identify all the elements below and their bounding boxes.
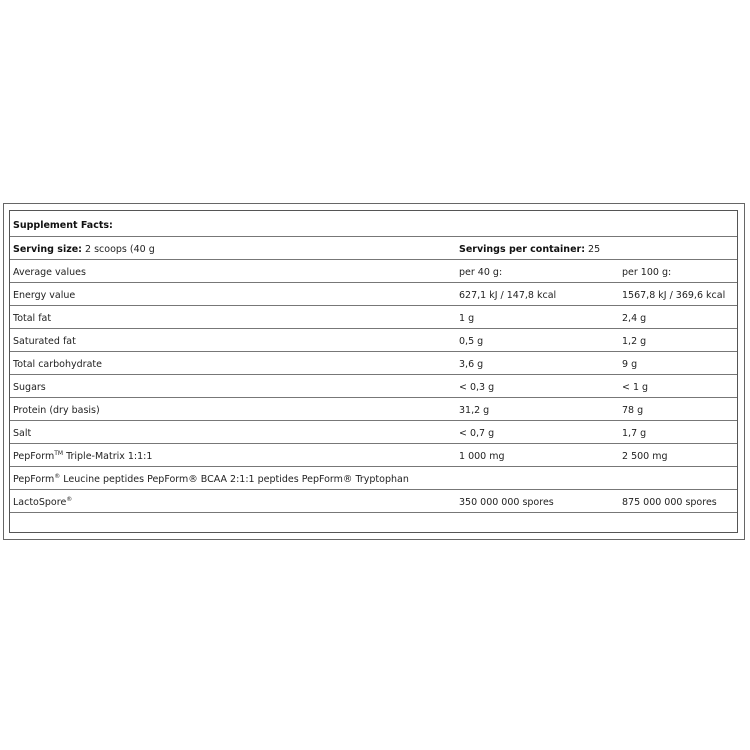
table-row [10, 398, 737, 421]
per-100g-value: 875 000 000 spores [622, 497, 717, 508]
nutrient-name: Total fat [13, 313, 52, 324]
per-serving-value: 0,5 g [459, 336, 484, 347]
servings-per-container: Servings per container: 25 [459, 244, 601, 255]
lactospore-name: LactoSpore® [13, 495, 73, 508]
header-per-serving: per 40 g: [459, 267, 503, 278]
table-row [10, 421, 737, 444]
table-row [10, 306, 737, 329]
per-100g-value: 9 g [622, 359, 638, 370]
per-100g-value: 2,4 g [622, 313, 647, 324]
header-row [10, 260, 737, 283]
panel-title: Supplement Facts: [13, 220, 113, 231]
lactospore-row [10, 490, 737, 513]
pepform-name: PepForm™ Triple-Matrix 1:1:1 [13, 449, 153, 462]
per-100g-value: 78 g [622, 405, 644, 416]
header-per-100g: per 100 g: [622, 267, 672, 278]
pepform-row [10, 444, 737, 467]
nutrient-name: Saturated fat [13, 336, 76, 347]
per-serving-value: 1 g [459, 313, 475, 324]
per-serving-value: 350 000 000 spores [459, 497, 554, 508]
serving-size: Serving size: 2 scoops (40 g [13, 244, 155, 255]
table-row [10, 283, 737, 306]
per-serving-value: 31,2 g [459, 405, 490, 416]
pepform-detail-text: PepForm® Leucine peptides PepForm® BCAA 2:1:1 peptides PepForm® Tryptophan [13, 472, 409, 485]
table-row [10, 352, 737, 375]
title-row [10, 214, 737, 237]
nutrient-name: Salt [13, 428, 32, 439]
table-row [10, 375, 737, 398]
pepform-detail-row [10, 467, 737, 490]
per-serving-value: 3,6 g [459, 359, 484, 370]
serving-row [10, 237, 737, 260]
nutrient-name: Energy value [13, 290, 76, 301]
per-serving-value: 627,1 kJ / 147,8 kcal [459, 290, 557, 301]
nutrient-name: Sugars [13, 382, 46, 393]
nutrient-name: Total carbohydrate [13, 359, 102, 370]
header-name: Average values [13, 267, 86, 278]
per-serving-value: < 0,7 g [459, 428, 495, 439]
table-row [10, 329, 737, 352]
per-100g-value: < 1 g [622, 382, 649, 393]
per-100g-value: 1567,8 kJ / 369,6 kcal [622, 290, 726, 301]
per-100g-value: 2 500 mg [622, 451, 668, 462]
per-serving-value: 1 000 mg [459, 451, 505, 462]
per-serving-value: < 0,3 g [459, 382, 495, 393]
nutrient-name: Protein (dry basis) [13, 405, 100, 416]
per-100g-value: 1,7 g [622, 428, 647, 439]
per-100g-value: 1,2 g [622, 336, 647, 347]
